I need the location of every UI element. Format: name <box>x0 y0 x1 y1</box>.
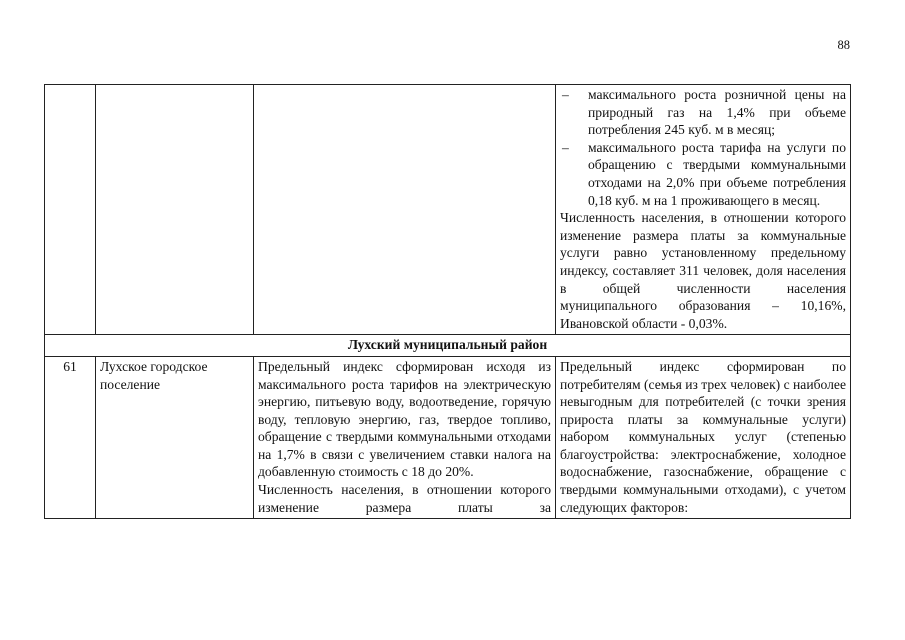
factors-paragraph: Предельный индекс сформирован по потребителям (семья из трех человек) с наиболее невыгодным для потребителей (с точки зрения прироста платы за коммунальные услуги) набором коммунальных услуг (степенью благоустройства: электроснабжение, холодное водоснабжение, газоснабжение, обращение с твердыми коммунальными отходами), с учетом следующих факторов: <box>560 358 846 515</box>
list-item <box>560 86 846 139</box>
list-item <box>560 139 846 209</box>
page-number: 88 <box>837 38 850 52</box>
dash-marker: – <box>562 139 569 155</box>
cell-factors <box>556 356 851 518</box>
basis-paragraph: Предельный индекс сформирован исходя из максимального роста тарифов на электрическую энергию, питьевую воду, водоотведение, горячую воду, тепловую энергию, газ, твердое топливо, обращение с твердыми коммунальными отходами на 1,7% в связи с увеличением ставки налога на добавленную стоимость с 18 до 20%. <box>258 358 551 480</box>
population-paragraph: Численность населения, в отношении которого изменение размера платы за коммунальные услуги равно установленному предельному индексу, составляет 311 человек, доля населения в общей численности населения муниципального образования – 10,16%, Ивановской области - 0,03%. <box>560 210 846 331</box>
dash-marker: – <box>562 87 569 102</box>
cell-name-empty <box>96 85 254 335</box>
row-number: 61 <box>45 356 96 518</box>
population-paragraph: Численность населения, в отношении которого изменение размера платы за <box>258 482 551 515</box>
section-header: Лухский муниципальный район <box>45 335 851 357</box>
table-row-61 <box>45 356 851 518</box>
list-item-text: максимального роста розничной цены на природный газ на 1,4% при объеме потребления 245 куб. м в месяц; <box>588 87 846 138</box>
cell-number-empty <box>45 85 96 335</box>
table-row-continuation <box>45 85 851 335</box>
cell-basis-empty <box>254 85 556 335</box>
cell-basis <box>254 356 556 518</box>
list-item-text: максимального роста тарифа на услуги по обращению с твердыми коммунальными отходами на 2,0% при объеме потребления 0,18 куб. м на 1 проживающего в месяц. <box>588 139 846 208</box>
cell-factors <box>556 85 851 335</box>
municipality-name: Лухское городское поселение <box>96 356 254 518</box>
table-row-section <box>45 335 851 357</box>
tariff-table <box>44 84 851 519</box>
